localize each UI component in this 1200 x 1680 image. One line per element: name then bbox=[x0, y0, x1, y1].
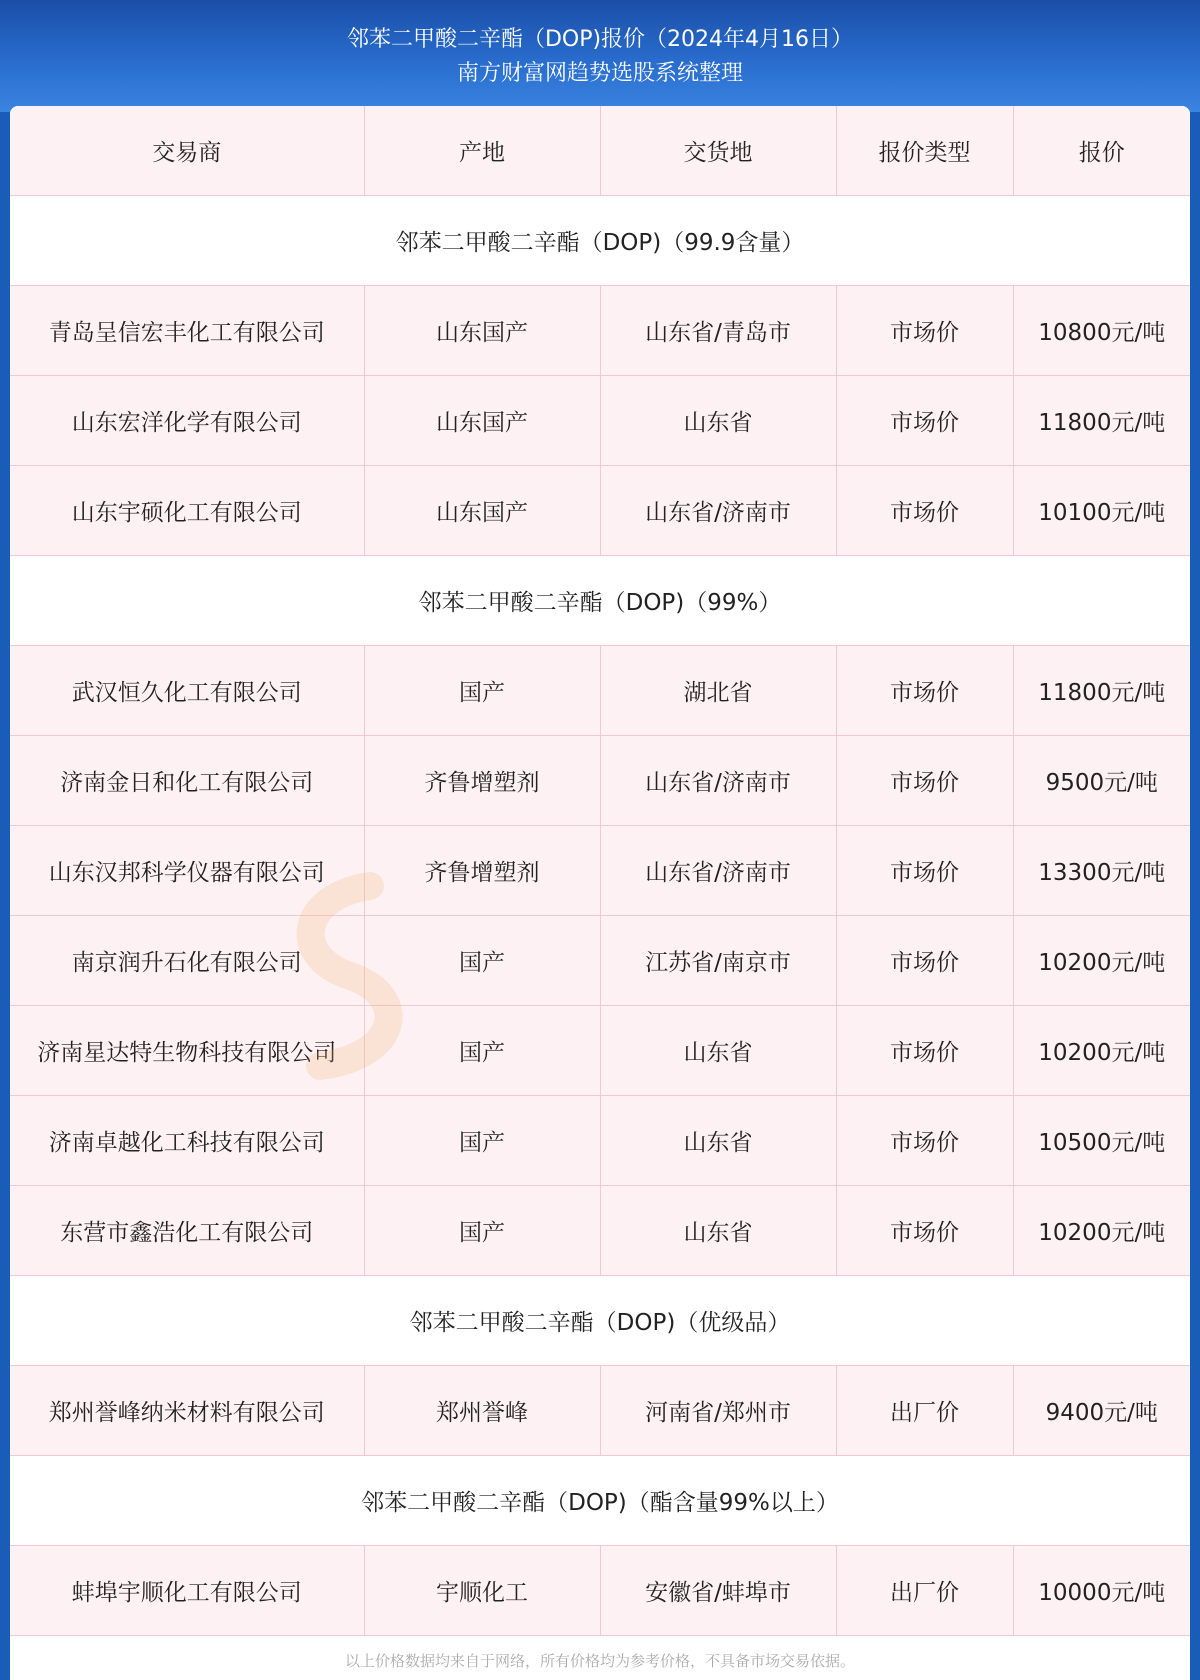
cell-trader: 东营市鑫浩化工有限公司 bbox=[10, 1186, 364, 1276]
cell-origin: 山东国产 bbox=[364, 466, 600, 556]
cell-price: 10200元/吨 bbox=[1013, 1186, 1190, 1276]
cell-origin: 齐鲁增塑剂 bbox=[364, 736, 600, 826]
cell-trader: 蚌埠宇顺化工有限公司 bbox=[10, 1546, 364, 1636]
cell-delivery: 山东省/济南市 bbox=[600, 826, 836, 916]
table-row bbox=[10, 1186, 1190, 1276]
table-row bbox=[10, 466, 1190, 556]
table-row bbox=[10, 1096, 1190, 1186]
disclaimer-footer: 以上价格数据均来自于网络，所有价格均为参考价格，不具备市场交易依据。 bbox=[10, 1642, 1190, 1680]
table-row bbox=[10, 1366, 1190, 1456]
cell-price: 10800元/吨 bbox=[1013, 286, 1190, 376]
col-header-price-type: 报价类型 bbox=[836, 106, 1013, 196]
cell-origin: 国产 bbox=[364, 1006, 600, 1096]
cell-trader: 山东汉邦科学仪器有限公司 bbox=[10, 826, 364, 916]
cell-price: 13300元/吨 bbox=[1013, 826, 1190, 916]
cell-delivery: 湖北省 bbox=[600, 646, 836, 736]
cell-trader: 山东宇硕化工有限公司 bbox=[10, 466, 364, 556]
cell-price: 10200元/吨 bbox=[1013, 916, 1190, 1006]
cell-delivery: 山东省/济南市 bbox=[600, 736, 836, 826]
cell-origin: 山东国产 bbox=[364, 286, 600, 376]
section-title: 邻苯二甲酸二辛酯（DOP)（酯含量99%以上） bbox=[10, 1456, 1190, 1546]
col-header-price: 报价 bbox=[1013, 106, 1190, 196]
cell-price: 11800元/吨 bbox=[1013, 646, 1190, 736]
cell-price: 10200元/吨 bbox=[1013, 1006, 1190, 1096]
cell-price: 10500元/吨 bbox=[1013, 1096, 1190, 1186]
cell-origin: 郑州誉峰 bbox=[364, 1366, 600, 1456]
cell-delivery: 山东省 bbox=[600, 1096, 836, 1186]
table-row bbox=[10, 286, 1190, 376]
cell-price: 10000元/吨 bbox=[1013, 1546, 1190, 1636]
page-header bbox=[0, 0, 1200, 112]
cell-trader: 济南金日和化工有限公司 bbox=[10, 736, 364, 826]
price-table-card bbox=[10, 106, 1190, 1680]
cell-delivery: 江苏省/南京市 bbox=[600, 916, 836, 1006]
table-row bbox=[10, 646, 1190, 736]
cell-price-type: 市场价 bbox=[836, 916, 1013, 1006]
cell-price: 9500元/吨 bbox=[1013, 736, 1190, 826]
section-row bbox=[10, 556, 1190, 646]
cell-delivery: 山东省/济南市 bbox=[600, 466, 836, 556]
cell-price-type: 市场价 bbox=[836, 1096, 1013, 1186]
cell-origin: 宇顺化工 bbox=[364, 1546, 600, 1636]
col-header-origin: 产地 bbox=[364, 106, 600, 196]
table-header-row bbox=[10, 106, 1190, 196]
cell-origin: 国产 bbox=[364, 1096, 600, 1186]
cell-delivery: 河南省/郑州市 bbox=[600, 1366, 836, 1456]
cell-trader: 武汉恒久化工有限公司 bbox=[10, 646, 364, 736]
table-row bbox=[10, 1006, 1190, 1096]
price-table bbox=[10, 106, 1190, 1636]
cell-trader: 南京润升石化有限公司 bbox=[10, 916, 364, 1006]
section-row bbox=[10, 1276, 1190, 1366]
table-row bbox=[10, 916, 1190, 1006]
cell-price-type: 市场价 bbox=[836, 286, 1013, 376]
cell-trader: 郑州誉峰纳米材料有限公司 bbox=[10, 1366, 364, 1456]
cell-origin: 齐鲁增塑剂 bbox=[364, 826, 600, 916]
cell-price-type: 市场价 bbox=[836, 646, 1013, 736]
cell-price-type: 市场价 bbox=[836, 826, 1013, 916]
cell-trader: 山东宏洋化学有限公司 bbox=[10, 376, 364, 466]
table-row bbox=[10, 736, 1190, 826]
section-title: 邻苯二甲酸二辛酯（DOP)（99%） bbox=[10, 556, 1190, 646]
cell-price-type: 市场价 bbox=[836, 1006, 1013, 1096]
cell-price: 11800元/吨 bbox=[1013, 376, 1190, 466]
table-row bbox=[10, 376, 1190, 466]
col-header-trader: 交易商 bbox=[10, 106, 364, 196]
section-title: 邻苯二甲酸二辛酯（DOP)（99.9含量） bbox=[10, 196, 1190, 286]
cell-delivery: 安徽省/蚌埠市 bbox=[600, 1546, 836, 1636]
cell-trader: 青岛呈信宏丰化工有限公司 bbox=[10, 286, 364, 376]
table-body bbox=[10, 196, 1190, 1636]
cell-price-type: 出厂价 bbox=[836, 1366, 1013, 1456]
col-header-delivery: 交货地 bbox=[600, 106, 836, 196]
cell-origin: 国产 bbox=[364, 1186, 600, 1276]
page-subtitle: 南方财富网趋势选股系统整理 bbox=[456, 61, 743, 86]
page-title: 邻苯二甲酸二辛酯（DOP)报价（2024年4月16日） bbox=[346, 27, 854, 52]
cell-price-type: 市场价 bbox=[836, 1186, 1013, 1276]
section-row bbox=[10, 1456, 1190, 1546]
cell-price-type: 市场价 bbox=[836, 466, 1013, 556]
cell-price-type: 市场价 bbox=[836, 376, 1013, 466]
section-title: 邻苯二甲酸二辛酯（DOP)（优级品） bbox=[10, 1276, 1190, 1366]
cell-trader: 济南卓越化工科技有限公司 bbox=[10, 1096, 364, 1186]
cell-delivery: 山东省/青岛市 bbox=[600, 286, 836, 376]
cell-origin: 山东国产 bbox=[364, 376, 600, 466]
section-row bbox=[10, 196, 1190, 286]
cell-delivery: 山东省 bbox=[600, 376, 836, 466]
table-row bbox=[10, 1546, 1190, 1636]
table-row bbox=[10, 826, 1190, 916]
cell-delivery: 山东省 bbox=[600, 1006, 836, 1096]
cell-price: 9400元/吨 bbox=[1013, 1366, 1190, 1456]
cell-origin: 国产 bbox=[364, 646, 600, 736]
cell-price-type: 市场价 bbox=[836, 736, 1013, 826]
cell-price-type: 出厂价 bbox=[836, 1546, 1013, 1636]
cell-price: 10100元/吨 bbox=[1013, 466, 1190, 556]
cell-trader: 济南星达特生物科技有限公司 bbox=[10, 1006, 364, 1096]
cell-origin: 国产 bbox=[364, 916, 600, 1006]
cell-delivery: 山东省 bbox=[600, 1186, 836, 1276]
